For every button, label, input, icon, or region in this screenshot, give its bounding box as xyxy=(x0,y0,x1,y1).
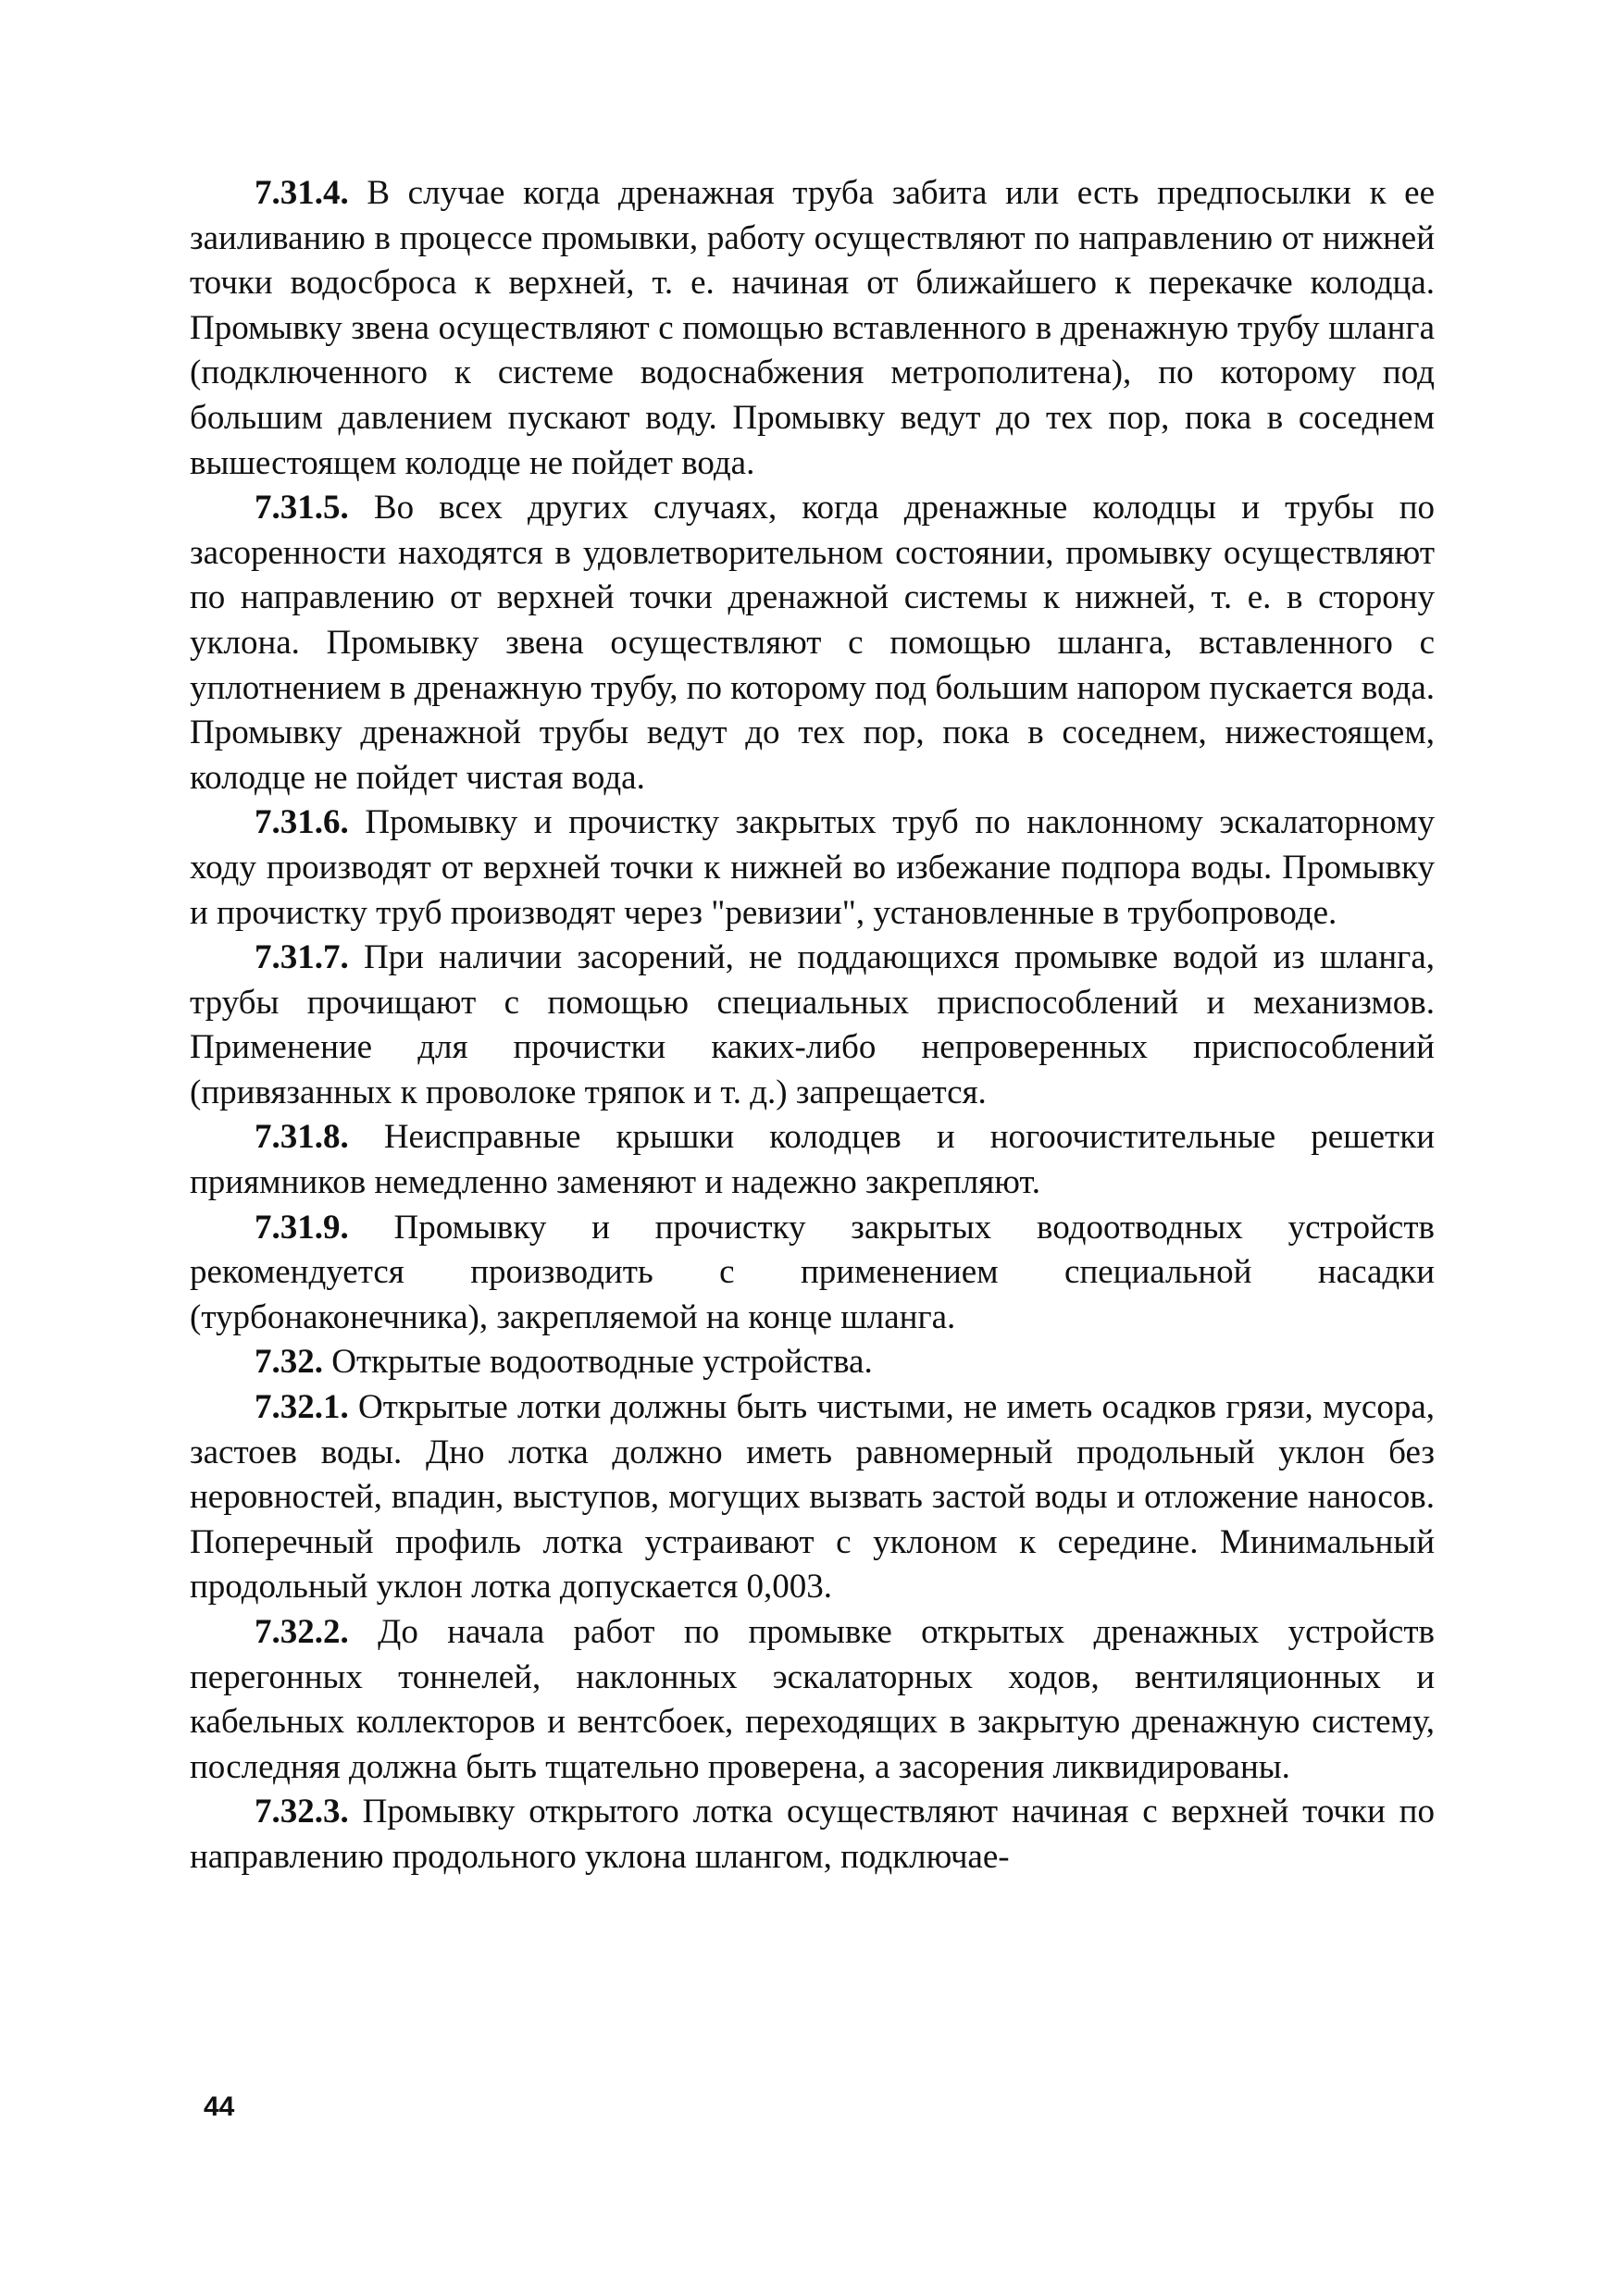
clause-text: При наличии засорений, не поддающихся промывке водой из шланга, трубы прочищают с помощью специальных приспособлений и механизмов. Применение для прочистки каких-либо непроверенных приспособлений (привязанных к проволоке тряпок и т. д.) запрещается. xyxy=(190,938,1435,1111)
body-text xyxy=(190,171,1435,1880)
clause-text: Промывку и прочистку закрытых труб по наклонному эскалаторному ходу производят от верхней точки к нижней во избежание подпора воды. Промывку и прочистку труб производят через "ревизии", установленные в трубопроводе. xyxy=(190,803,1435,932)
paragraph-7-31-8 xyxy=(190,1115,1435,1205)
paragraph-7-31-9 xyxy=(190,1206,1435,1341)
clause-text: Открытые водоотводные устройства. xyxy=(323,1343,873,1382)
clause-number: 7.32.3. xyxy=(255,1793,349,1831)
clause-text: В случае когда дренажная труба забита или есть предпосылки к ее заиливанию в процессе промывки, работу осуществляют по направлению от нижней точки водосброса к верхней, т. е. начиная от ближайшего к перекачке колодца. Промывку звена осуществляют с помощью вставленного в дренажную трубу шланга (подключенного к системе водоснабжения метрополитена), по которому под большим давлением пускают воду. Промывку ведут до тех пор, пока в соседнем вышестоящем колодце не пойдет вода. xyxy=(190,174,1435,482)
page-number: 44 xyxy=(204,2091,235,2122)
clause-text: Неисправные крышки колодцев и ногоочистительные решетки приямников немедленно заменяют и надежно закрепляют. xyxy=(190,1118,1435,1202)
clause-number: 7.31.7. xyxy=(255,938,349,977)
paragraph-7-32-2 xyxy=(190,1610,1435,1790)
paragraph-7-31-7 xyxy=(190,936,1435,1115)
clause-text: Во всех других случаях, когда дренажные колодцы и трубы по засоренности находятся в удовлетворительном состоянии, промывку осуществляют по направлению от верхней точки дренажной системы к нижней, т. е. в сторону уклона. Промывку звена осуществляют с помощью шланга, вставленного с уплотнением в дренажную трубу, по которому под большим напором пускается вода. Промывку дренажной трубы ведут до тех пор, пока в соседнем, нижестоящем, колодце не пойдет чистая вода. xyxy=(190,489,1435,797)
clause-number: 7.32. xyxy=(255,1343,323,1382)
clause-number: 7.31.5. xyxy=(255,489,349,527)
clause-number: 7.32.2. xyxy=(255,1613,349,1651)
clause-text: Промывку открытого лотка осуществляют начиная с верхней точки по направлению продольного уклона шлангом, подключае- xyxy=(190,1793,1435,1876)
clause-number: 7.31.9. xyxy=(255,1208,349,1247)
clause-number: 7.31.8. xyxy=(255,1118,349,1157)
clause-number: 7.31.6. xyxy=(255,803,349,842)
paragraph-7-32-3 xyxy=(190,1790,1435,1880)
clause-number: 7.32.1. xyxy=(255,1388,349,1427)
clause-text: До начала работ по промывке открытых дренажных устройств перегонных тоннелей, наклонных эскалаторных ходов, вентиляционных и кабельных коллекторов и вентсбоек, переходящих в закрытую дренажную систему, последняя должна быть тщательно проверена, а засорения ликвидированы. xyxy=(190,1613,1435,1786)
paragraph-7-31-5 xyxy=(190,486,1435,800)
paragraph-7-31-6 xyxy=(190,800,1435,936)
clause-text: Промывку и прочистку закрытых водоотводных устройств рекомендуется производить с применением специальной насадки (турбонаконечника), закрепляемой на конце шланга. xyxy=(190,1208,1435,1336)
paragraph-7-31-4 xyxy=(190,171,1435,486)
paragraph-7-32-1 xyxy=(190,1385,1435,1610)
clause-text: Открытые лотки должны быть чистыми, не иметь осадков грязи, мусора, застоев воды. Дно лотка должно иметь равномерный продольный уклон без неровностей, впадин, выступов, могущих вызвать застой воды и отложение наносов. Поперечный профиль лотка устраивают с уклоном к середине. Минимальный продольный уклон лотка допускается 0,003. xyxy=(190,1388,1435,1607)
paragraph-7-32 xyxy=(190,1340,1435,1385)
clause-number: 7.31.4. xyxy=(255,174,349,212)
